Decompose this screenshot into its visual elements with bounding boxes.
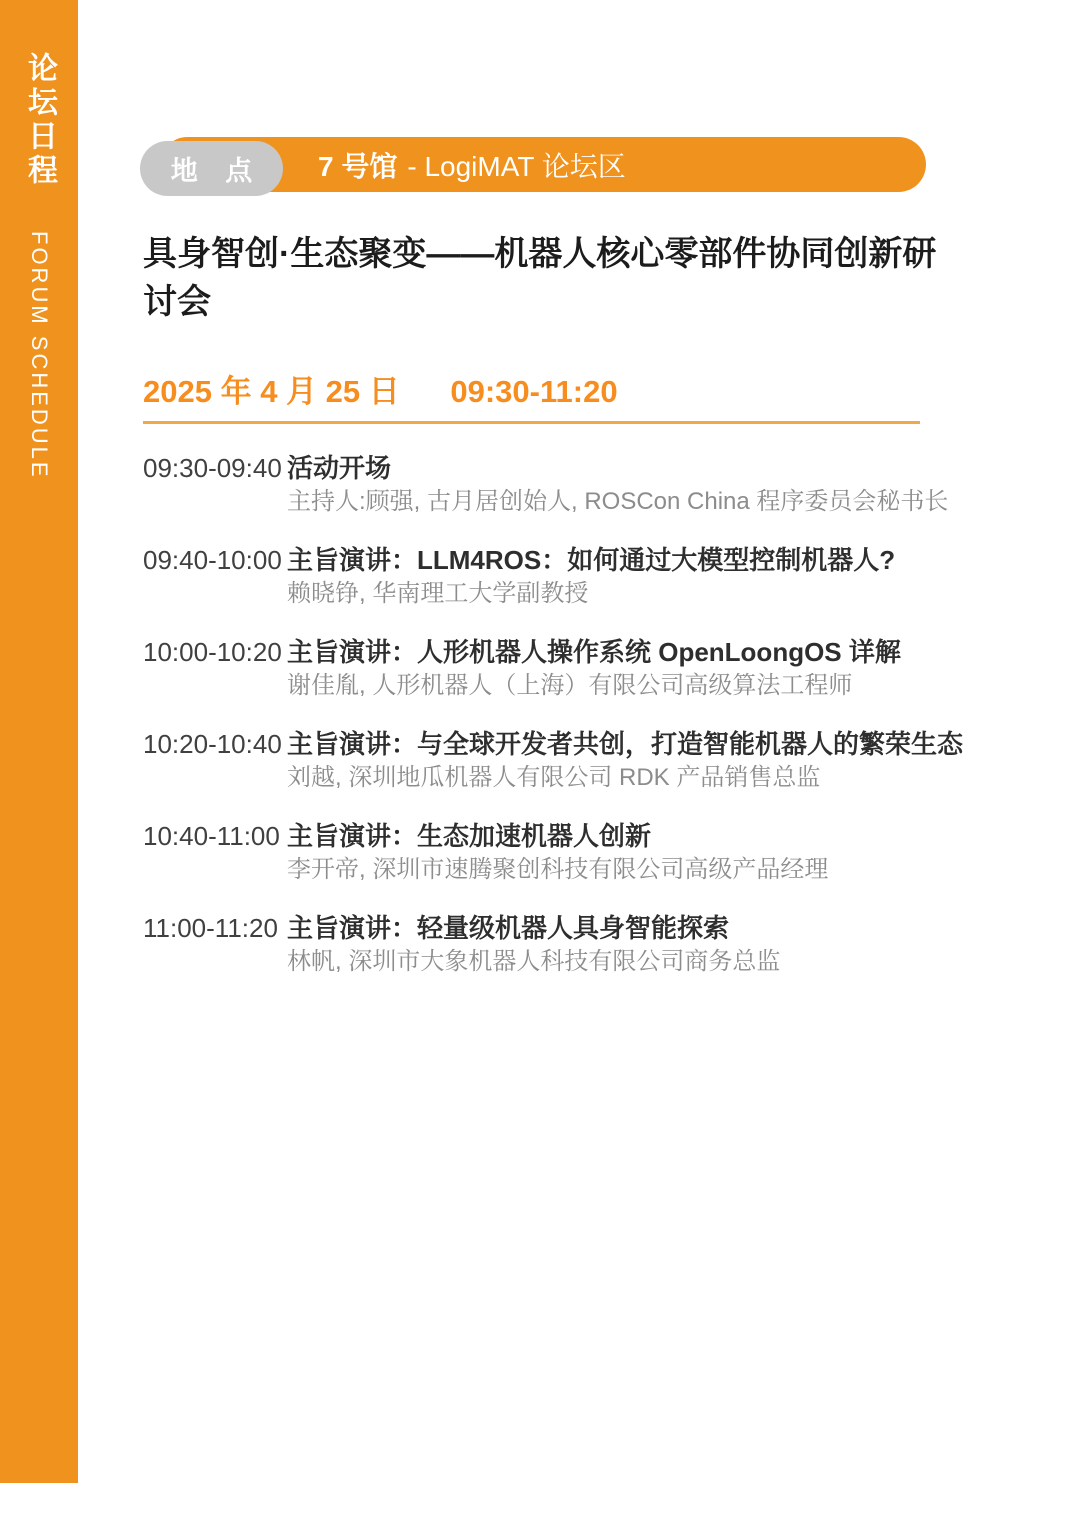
schedule-item [143, 450, 949, 518]
session-body [287, 818, 933, 886]
location-banner-row [140, 137, 926, 197]
session-speaker: 刘越, 深圳地瓜机器人有限公司 RDK 产品销售总监 [287, 764, 821, 791]
session-time: 10:00-10:20 [143, 637, 282, 667]
session-title: 活动开场 [287, 453, 392, 483]
schedule-item [143, 726, 964, 794]
session-body [287, 450, 949, 518]
session-title: 主旨演讲：生态加速机器人创新 [287, 821, 652, 851]
session-speaker: 主持人:顾强, 古月居创始人, ROSCon China 程序委员会秘书长 [287, 488, 949, 515]
session-speaker: 李开帝, 深圳市速腾聚创科技有限公司高级产品经理 [287, 856, 829, 883]
schedule-item [143, 818, 933, 886]
session-body [287, 726, 964, 794]
session-time: 11:00-11:20 [143, 913, 278, 943]
session-time: 10:20-10:40 [143, 729, 282, 759]
session-time: 09:30-09:40 [143, 453, 282, 483]
schedule-list [143, 450, 964, 1002]
date-row [143, 366, 920, 424]
session-title: 主旨演讲：轻量级机器人具身智能探索 [287, 913, 730, 943]
session-speaker: 谢佳胤, 人形机器人（上海）有限公司高级算法工程师 [287, 672, 853, 699]
session-body [287, 910, 933, 978]
location-pill: 地 点 [140, 141, 283, 196]
session-title: 主旨演讲：人形机器人操作系统 OpenLoongOS 详解 [287, 637, 901, 667]
forum-schedule-spine [0, 0, 78, 1483]
schedule-item [143, 634, 933, 702]
venue-area-label: - LogiMAT 论坛区 [407, 150, 626, 182]
session-time: 09:40-10:00 [143, 545, 282, 575]
schedule-item [143, 542, 933, 610]
forum-time-range: 09:30-11:20 [450, 374, 618, 409]
session-time: 10:40-11:00 [143, 821, 280, 851]
schedule-item [143, 910, 933, 978]
session-speaker: 赖晓铮, 华南理工大学副教授 [287, 580, 589, 607]
session-body [287, 634, 933, 702]
session-speaker: 林帆, 深圳市大象机器人科技有限公司商务总监 [287, 948, 781, 975]
venue-hall-label: 7 号馆 [318, 150, 398, 182]
forum-date: 2025 年 4 月 25 日 [143, 374, 400, 409]
session-title: 主旨演讲：LLM4ROS：如何通过大模型控制机器人? [287, 545, 896, 575]
session-body [287, 542, 933, 610]
forum-title: 具身智创·生态聚变——机器人核心零部件协同创新研讨会 [143, 235, 937, 321]
spine-title-chinese: 论坛日程 [23, 52, 56, 188]
session-title: 主旨演讲：与全球开发者共创，打造智能机器人的繁荣生态 [287, 729, 964, 759]
spine-title-english: FORUM SCHEDULE [27, 231, 52, 480]
